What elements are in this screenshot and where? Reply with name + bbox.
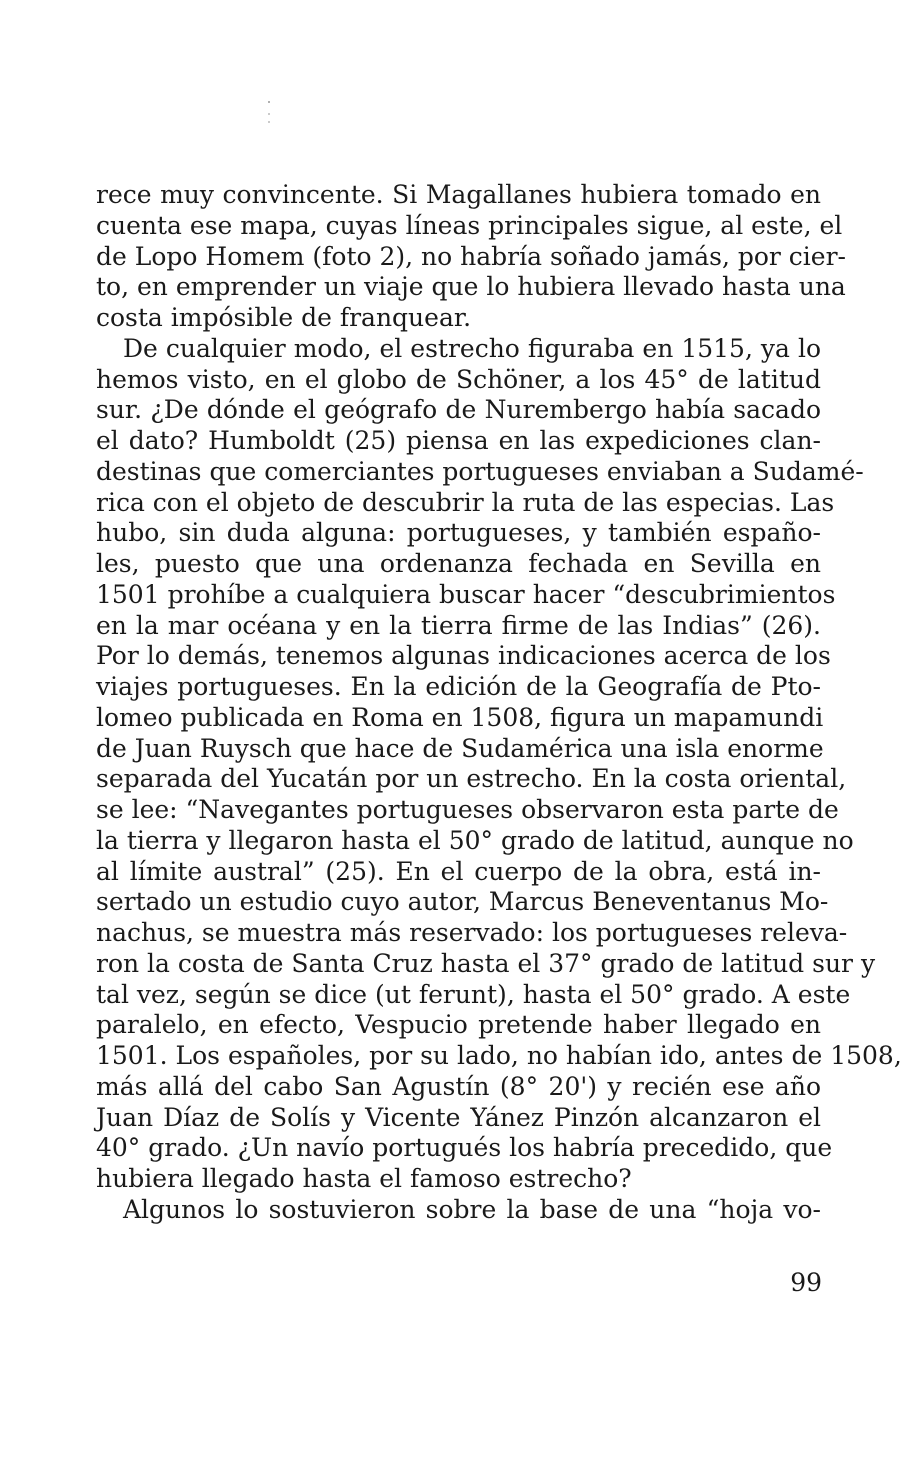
text-line: rica con el objeto de descubrir la ruta de las especias. Las	[96, 487, 835, 517]
text-line: se lee: “Navegantes portugueses observaron esta parte de	[96, 795, 839, 824]
text-line: hemos visto, en el globo de Schöner, a los 45° de latitud	[96, 364, 821, 394]
text-line: De cualquier modo, el estrecho figuraba en 1515, ya lo	[123, 333, 821, 363]
text-line: 1501 prohíbe a cualquiera buscar hacer “descubrimientos	[96, 579, 836, 609]
text-line: paralelo, en efecto, Vespucio pretende haber llegado en	[96, 1010, 821, 1040]
text-line: 40° grado. ¿Un navío portugués los habría precedido, que	[96, 1133, 833, 1163]
text-line: ron la costa de Santa Cruz hasta el 37° grado de latitud sur y	[96, 948, 876, 978]
text-line: costa impósible de franquear.	[96, 303, 472, 332]
text-line: Juan Díaz de Solís y Vicente Yánez Pinzón alcanzaron el	[96, 1102, 821, 1132]
text-line: de Lopo Homem (foto 2), no habría soñado jamás, por cier-	[96, 241, 846, 271]
text-line: destinas que comerciantes portugueses enviaban a Sudamé-	[96, 456, 864, 486]
text-line: en la mar océana y en la tierra firme de las Indias” (26).	[96, 610, 821, 640]
text-line: hubiera llegado hasta el famoso estrecho?	[96, 1164, 632, 1193]
text-line: rece muy convincente. Si Magallanes hubiera tomado en	[96, 180, 821, 209]
text-line: sertado un estudio cuyo autor, Marcus Beneventanus Mo-	[96, 887, 829, 917]
text-line: sur. ¿De dónde el geógrafo de Nurembergo había sacado	[96, 395, 821, 425]
text-line: viajes portugueses. En la edición de la Geografía de Pto-	[96, 672, 821, 701]
text-line: tal vez, según se dice (ut ferunt), hasta el 50° grado. A este	[96, 979, 851, 1009]
text-line: nachus, se muestra más reservado: los portugueses releva-	[96, 918, 848, 947]
text-line: la tierra y llegaron hasta el 50° grado de latitud, aunque no	[96, 825, 854, 855]
text-line: el dato? Humboldt (25) piensa en las expediciones clan-	[96, 426, 821, 455]
text-line: cuenta ese mapa, cuyas líneas principales sigue, al este, el	[96, 210, 843, 240]
text-line: les, puesto que una ordenanza fechada en Sevilla en	[96, 549, 821, 578]
scan-mark-dots	[268, 96, 270, 126]
text-line: separada del Yucatán por un estrecho. En la costa oriental,	[96, 764, 847, 794]
text-line: lomeo publicada en Roma en 1508, figura un mapamundi	[96, 702, 824, 732]
text-line: to, en emprender un viaje que lo hubiera llevado hasta una	[96, 272, 846, 302]
text-line: Algunos lo sostuvieron sobre la base de una “hoja vo-	[123, 1194, 821, 1224]
body-text	[96, 180, 902, 1226]
text-line: 1501. Los españoles, por su lado, no habían ido, antes de 1508,	[96, 1041, 902, 1070]
text-line: hubo, sin duda alguna: portugueses, y también españo-	[96, 518, 821, 548]
text-line: Por lo demás, tenemos algunas indicaciones acerca de los	[96, 641, 831, 671]
text-line: al límite austral” (25). En el cuerpo de la obra, está in-	[96, 856, 821, 886]
page-number: 99	[790, 1268, 822, 1297]
text-line: más allá del cabo San Agustín (8° 20') y recién ese año	[96, 1071, 821, 1101]
scan-mark	[268, 96, 270, 126]
text-line: de Juan Ruysch que hace de Sudamérica una isla enorme	[96, 733, 824, 763]
